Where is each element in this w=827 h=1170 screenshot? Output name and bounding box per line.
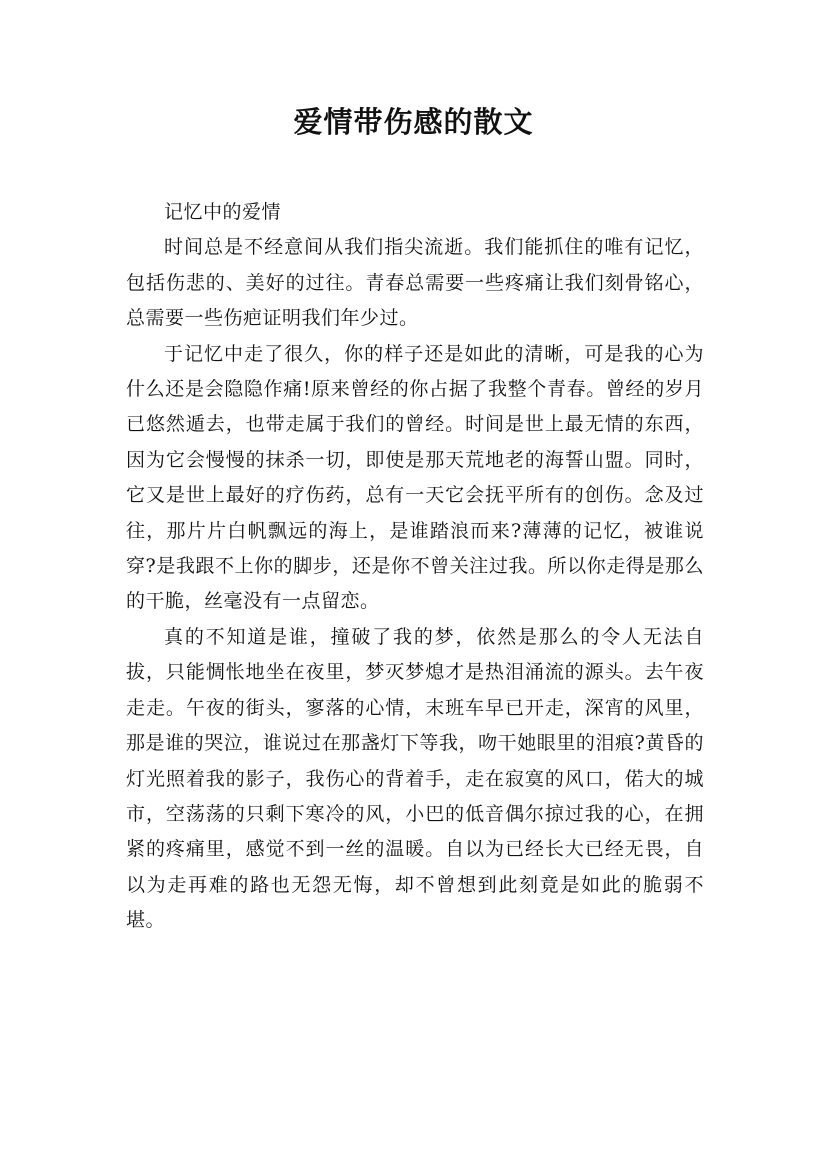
paragraph: 真的不知道是谁，撞破了我的梦，依然是那么的令人无法自拔，只能惆怅地坐在夜里，梦灭梦熄才是热泪涌流的源头。去午夜走走。午夜的街头，寥落的心情，末班车早已开走，深宵的风里，那是谁的哭泣，谁说过在那盏灯下等我，吻干她眼里的泪痕?黄昏的灯光照着我的影子，我伤心的背着手，走在寂寞的风口，偌大的城市，空荡荡的只剩下寒冷的风，小巴的低音偶尔掠过我的心，在拥紧的疼痛里，感觉不到一丝的温暖。自以为已经长大已经无畏，自以为走再难的路也无怨无悔，却不曾想到此刻竟是如此的脆弱不堪。	[126, 625, 704, 932]
section-heading: 记忆中的爱情	[164, 201, 282, 223]
paragraph: 时间总是不经意间从我们指尖流逝。我们能抓住的唯有记忆，包括伤悲的、美好的过往。青春总需要一些疼痛让我们刻骨铭心，总需要一些伤疤证明我们年少过。	[126, 236, 704, 330]
document-body	[126, 195, 704, 939]
document-title: 爱情带伤感的散文	[293, 105, 534, 139]
paragraph: 于记忆中走了很久，你的样子还是如此的清晰，可是我的心为什么还是会隐隐作痛!原来曾经的你占据了我整个青春。曾经的岁月已悠然遁去，也带走属于我们的曾经。时间是世上最无情的东西，因为它会慢慢的抹杀一切，即使是那天荒地老的海誓山盟。同时，它又是世上最好的疗伤药，总有一天它会抚平所有的创伤。念及过往，那片片白帆飘远的海上，是谁踏浪而来?薄薄的记忆，被谁说穿?是我跟不上你的脚步，还是你不曾关注过我。所以你走得是那么的干脆，丝毫没有一点留恋。	[126, 342, 704, 613]
